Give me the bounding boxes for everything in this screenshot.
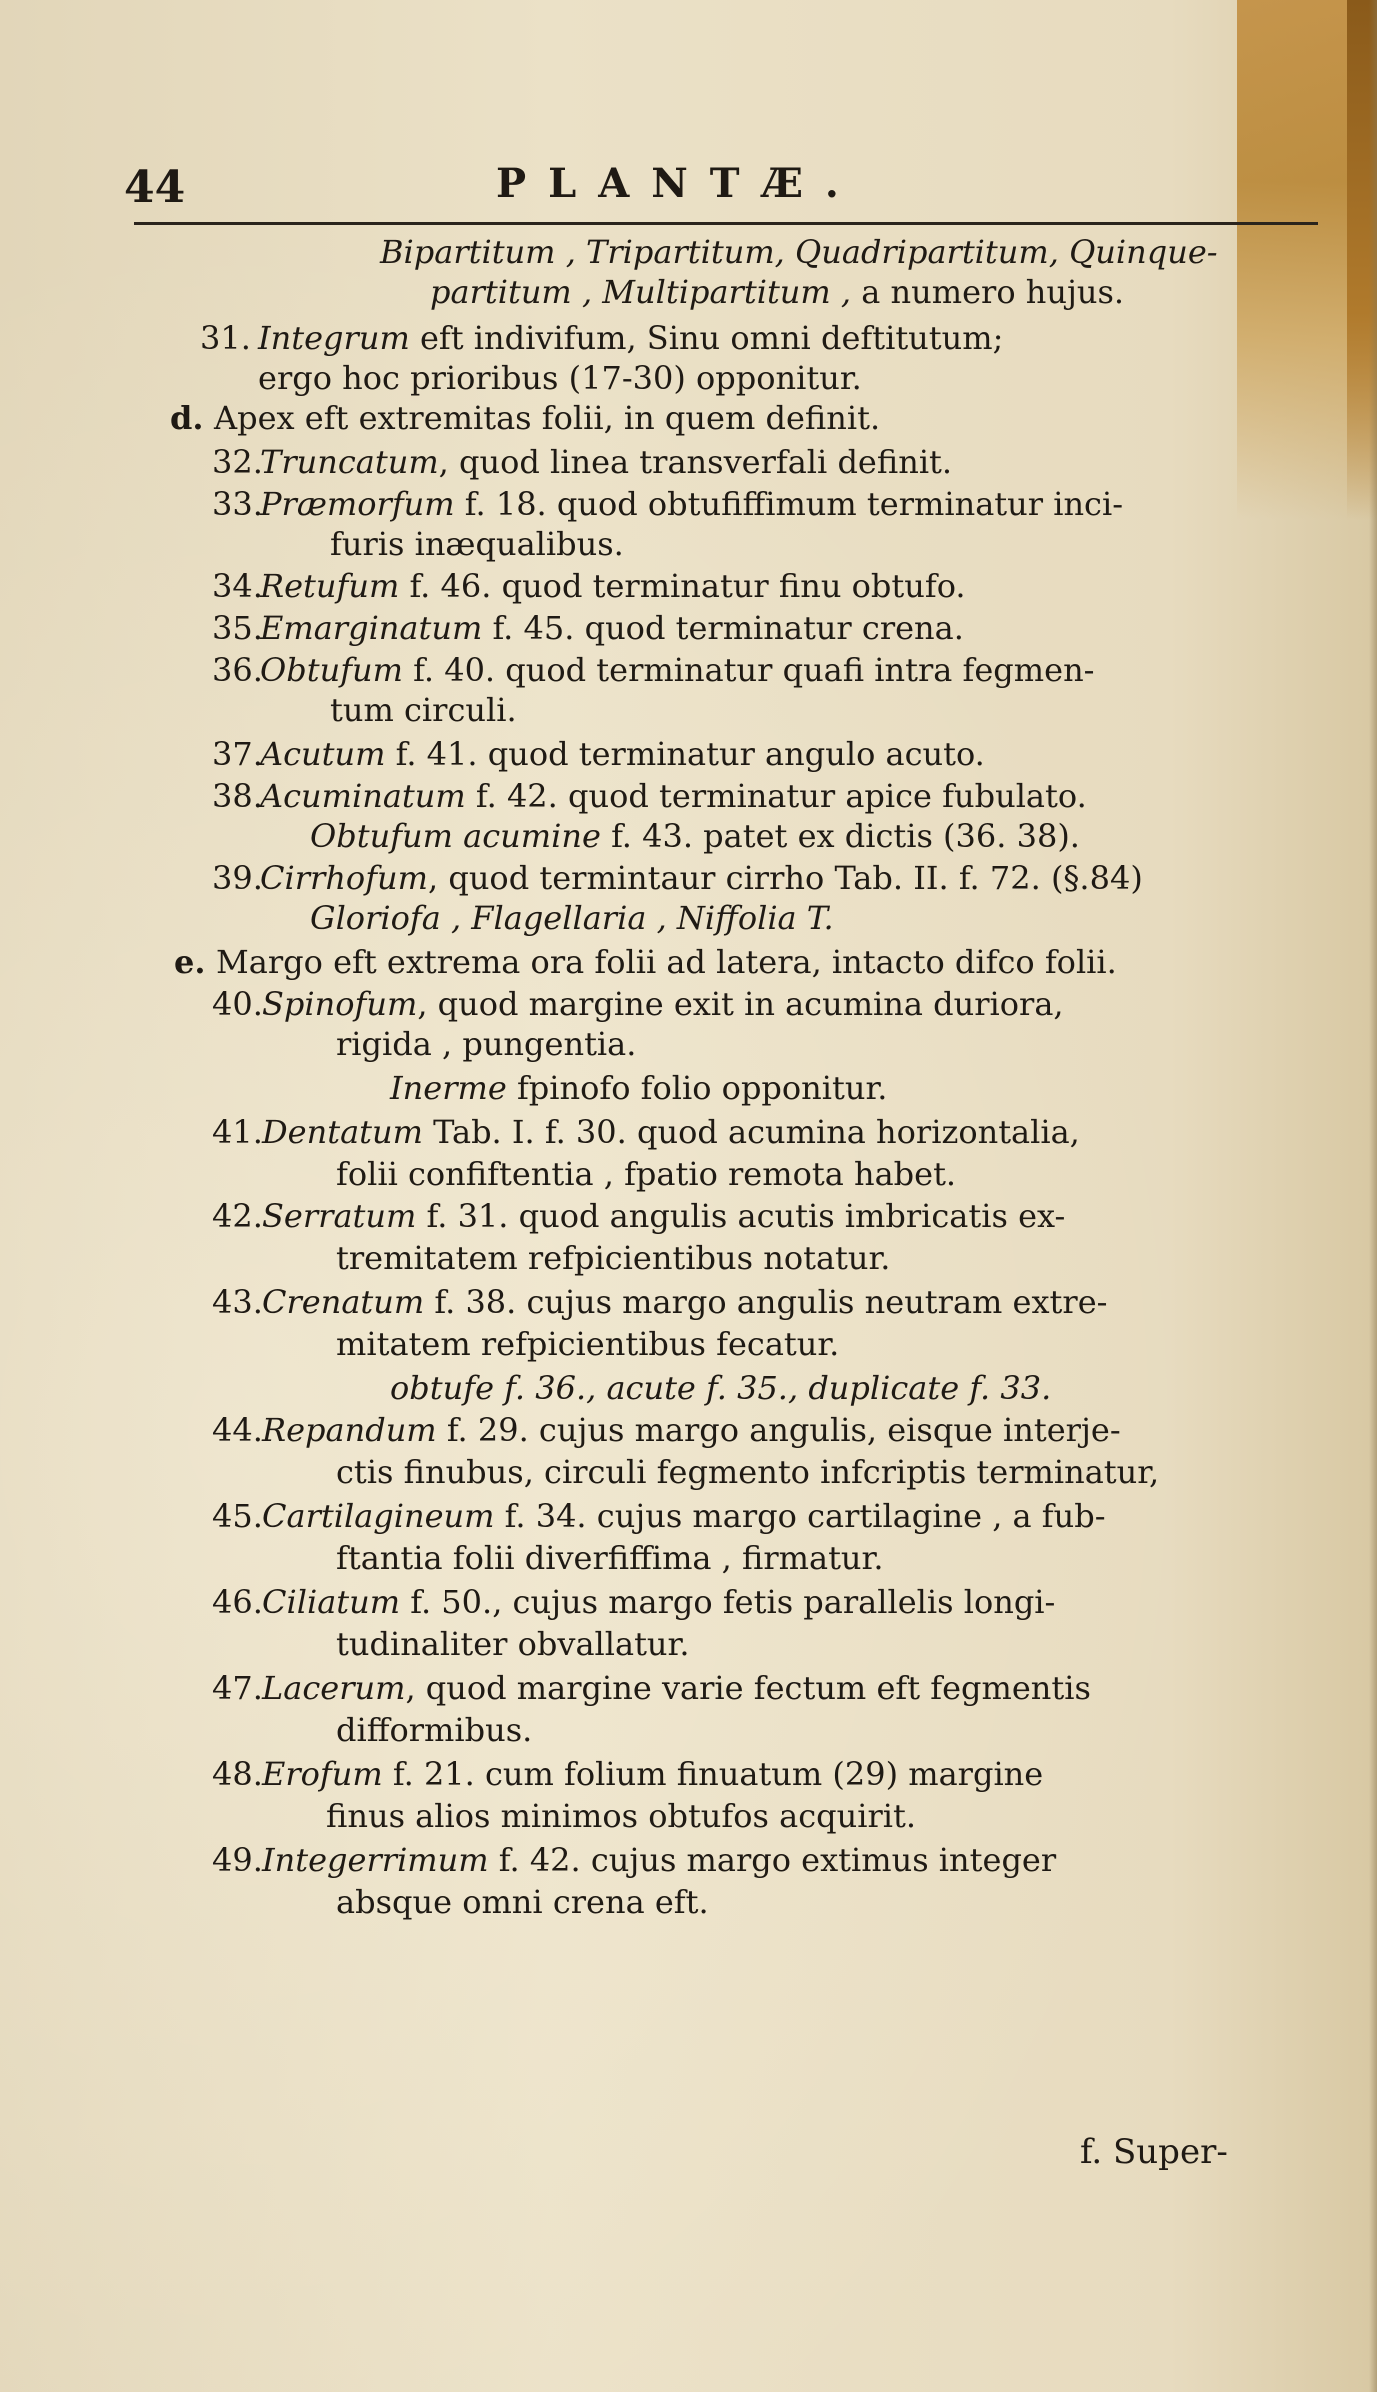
entry-number: 34. (212, 567, 263, 605)
definition-text: f. 34. cujus margo cartilagine , a fub- (494, 1497, 1106, 1535)
term: Serratum (262, 1197, 417, 1235)
entry-number: 47. (212, 1669, 263, 1707)
text-line (216, 942, 1117, 982)
term: Integerrimum (262, 1841, 489, 1879)
text-line (214, 398, 880, 438)
definition-text: f. 43. patet ex dictis (36. 38). (600, 817, 1080, 855)
definition-text: , quod margine varie fectum eft fegmentis (405, 1669, 1091, 1707)
text-line (336, 1538, 883, 1578)
definition-text: f. 42. cujus margo extimus integer (488, 1841, 1057, 1879)
header-rule (134, 222, 1318, 225)
definition-text: rigida , pungentia. (336, 1025, 637, 1063)
definition-text: absque omni crena eft. (336, 1883, 709, 1921)
text-line (260, 776, 1087, 816)
page-number: 44 (124, 162, 186, 213)
text-line (260, 858, 1143, 898)
text-line (390, 1068, 887, 1108)
definition-text: Margo eft extrema ora folii ad latera, intacto difco folii. (216, 943, 1117, 981)
definition-text: f. 21. cum folium finuatum (29) margine (382, 1755, 1044, 1793)
text-line (262, 1754, 1043, 1794)
entry-number: 32. (212, 443, 263, 481)
text-line (310, 898, 834, 938)
text-line (330, 524, 624, 564)
term: Inerme (390, 1069, 507, 1107)
term: Bipartitum , Tripartitum, Quadripartitum, Quinque- (380, 233, 1218, 271)
definition-text: f. 50., cujus margo fetis parallelis longi- (400, 1583, 1056, 1621)
definition-text: f. 31. quod angulis acutis imbricatis ex- (416, 1197, 1066, 1235)
entry-number: 36. (212, 651, 263, 689)
text-line (260, 484, 1123, 524)
text-line (260, 608, 964, 648)
entry-number: 42. (212, 1197, 263, 1235)
definition-text: folii confiftentia , fpatio remota habet. (336, 1155, 957, 1193)
entry-number: 44. (212, 1411, 263, 1449)
term: Obtufum acumine (310, 817, 601, 855)
text-line (262, 1196, 1065, 1236)
definition-text: furis inæqualibus. (330, 525, 624, 563)
text-line (336, 1882, 709, 1922)
term: Retufum (260, 567, 400, 605)
term: Lacerum (262, 1669, 406, 1707)
entry-number: 37. (212, 735, 263, 773)
text-line (310, 816, 1080, 856)
catchword: f. Super- (1080, 2132, 1228, 2172)
text-line (258, 358, 862, 398)
text-line (262, 1282, 1107, 1322)
definition-text: tum circuli. (330, 691, 517, 729)
entry-number: 43. (212, 1283, 263, 1321)
term: Acutum (260, 735, 386, 773)
text-line (430, 272, 1124, 312)
text-line (262, 1112, 1080, 1152)
text-line (262, 1840, 1056, 1880)
definition-text: tremitatem refpicientibus notatur. (336, 1239, 891, 1277)
definition-text: ctis finubus, circuli fegmento infcriptis terminatur, (336, 1453, 1160, 1491)
entry-number: 45. (212, 1497, 263, 1535)
term: Cirrhofum (260, 859, 428, 897)
definition-text: f. 45. quod terminatur crena. (482, 609, 964, 647)
entry-number: 39. (212, 859, 263, 897)
text-line (262, 1582, 1055, 1622)
term: Truncatum (260, 443, 439, 481)
entry-number: 31. (200, 319, 251, 357)
definition-text: finus alios minimos obtufos acquirit. (326, 1797, 916, 1835)
definition-text: ftantia folii diverfiffima , firmatur. (336, 1539, 884, 1577)
text-line (260, 442, 952, 482)
term: Cartilagineum (262, 1497, 495, 1535)
text-line (258, 318, 1003, 358)
definition-text: difformibus. (336, 1711, 533, 1749)
page-edge-shadow (1369, 0, 1377, 2392)
text-line (260, 650, 1094, 690)
text-line (390, 1368, 1051, 1408)
text-line (262, 1668, 1091, 1708)
text-line (326, 1796, 916, 1836)
text-line (262, 1410, 1121, 1450)
term: Acuminatum (260, 777, 466, 815)
entry-number: 35. (212, 609, 263, 647)
text-line (336, 1238, 890, 1278)
term: Crenatum (262, 1283, 425, 1321)
definition-text: f. 41. quod terminatur angulo acuto. (385, 735, 985, 773)
term: Obtufum (260, 651, 403, 689)
text-line (336, 1452, 1159, 1492)
definition-text: , quod termintaur cirrho Tab. II. f. 72. (§.84) (427, 859, 1143, 897)
text-line (260, 566, 966, 606)
text-line (330, 690, 517, 730)
definition-text: fpinofo folio opponitur. (506, 1069, 888, 1107)
entry-number: 49. (212, 1841, 263, 1879)
term: Ciliatum (262, 1583, 401, 1621)
definition-text: eft indivifum, Sinu omni deftitutum; (409, 319, 1004, 357)
definition-text: , quod margine exit in acumina duriora, (417, 985, 1064, 1023)
text-line (262, 1496, 1106, 1536)
definition-text: , quod linea transverfali definit. (438, 443, 953, 481)
definition-text: f. 42. quod terminatur apice fubulato. (465, 777, 1087, 815)
definition-text: f. 40. quod terminatur quafi intra fegmen- (402, 651, 1095, 689)
term: Præmorfum (260, 485, 455, 523)
term: Repandum (262, 1411, 437, 1449)
entry-number: d. (170, 399, 204, 437)
definition-text: f. 46. quod terminatur finu obtufo. (399, 567, 966, 605)
text-line (336, 1154, 956, 1194)
entry-number: e. (174, 943, 206, 981)
entry-number: 38. (212, 777, 263, 815)
definition-text: f. 18. quod obtufiffimum terminatur inci- (454, 485, 1124, 523)
definition-text: Tab. I. f. 30. quod acumina horizontalia, (422, 1113, 1080, 1151)
text-line (336, 1710, 532, 1750)
definition-text: a numero hujus. (861, 273, 1125, 311)
term: Erofum (262, 1755, 383, 1793)
entry-number: 33. (212, 485, 263, 523)
text-line (380, 232, 1218, 272)
definition-text: f. 29. cujus margo angulis, eisque interje- (436, 1411, 1121, 1449)
entry-number: 48. (212, 1755, 263, 1793)
text-line (336, 1324, 839, 1364)
definition-text: tudinaliter obvallatur. (336, 1625, 690, 1663)
definition-text: f. 38. cujus margo angulis neutram extre- (424, 1283, 1108, 1321)
term: Integrum (258, 319, 410, 357)
term: Emarginatum (260, 609, 483, 647)
text-line (336, 1624, 689, 1664)
term: obtufe f. 36., acute f. 35., duplicate f. 33. (390, 1369, 1052, 1407)
running-title: PLANTÆ. (496, 160, 861, 207)
definition-text: mitatem refpicientibus fecatur. (336, 1325, 840, 1363)
text-line (336, 1024, 636, 1064)
term: Spinofum (262, 985, 418, 1023)
entry-number: 41. (212, 1113, 263, 1151)
term: Gloriofa , Flagellaria , Niffolia T. (310, 899, 834, 937)
entry-number: 40. (212, 985, 263, 1023)
term: Dentatum (262, 1113, 423, 1151)
text-line (262, 984, 1064, 1024)
text-line (260, 734, 985, 774)
definition-text: ergo hoc prioribus (17-30) opponitur. (258, 359, 862, 397)
definition-text: Apex eft extremitas folii, in quem definit. (214, 399, 881, 437)
term: partitum , Multipartitum , (430, 273, 862, 311)
entry-number: 46. (212, 1583, 263, 1621)
